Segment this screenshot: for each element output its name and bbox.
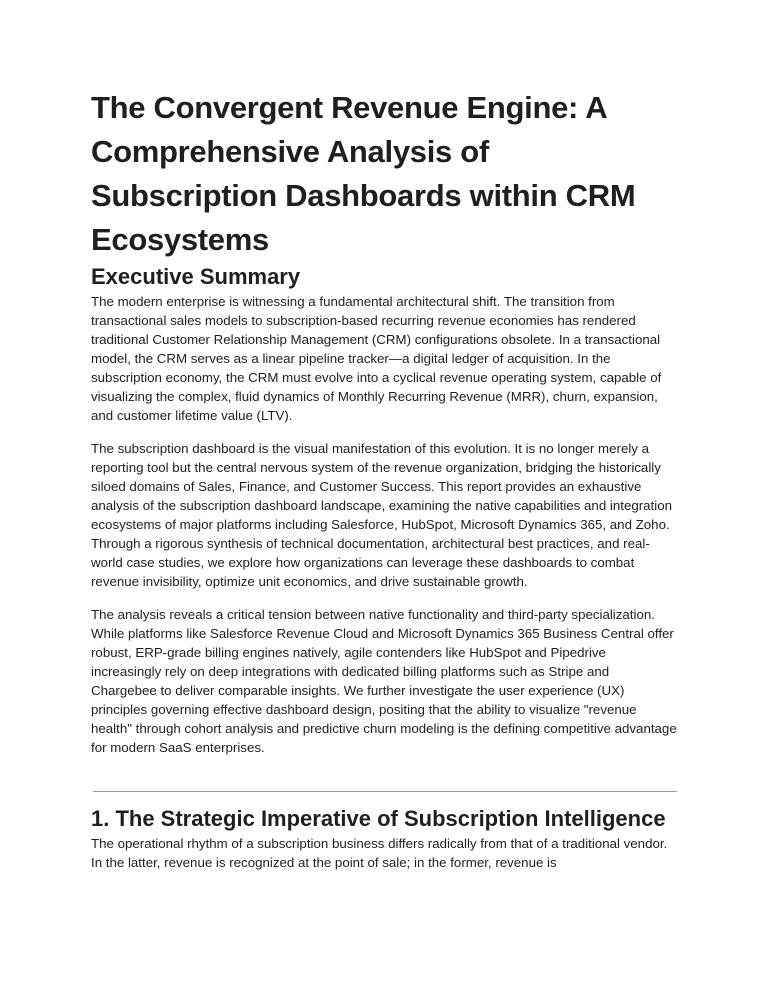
section-1-heading: 1. The Strategic Imperative of Subscription Intelligence [91,806,666,831]
executive-summary-heading: Executive Summary [91,264,301,289]
section-1-paragraph-1: The operational rhythm of a subscription business differs radically from that of a traditional vendor. In the latter, revenue is recognized at the point of sale; in the former, revenue is [91,836,668,870]
executive-summary-paragraph-2: The subscription dashboard is the visual manifestation of this evolution. It is no longer merely a reporting tool but the central nervous system of the revenue organization, bridging the historically siloed domains of Sales, Finance, and Customer Success. This report provides an exhaustive analysis of the subscription dashboard landscape, examining the native capabilities and integration ecosystems of major platforms including Salesforce, HubSpot, Microsoft Dynamics 365, and Zoho. Through a rigorous synthesis of technical documentation, architectural best practices, and real-world case studies, we explore how organizations can leverage these dashboards to combat revenue invisibility, optimize unit economics, and drive sustainable growth. [91,441,672,589]
executive-summary-paragraph-1: The modern enterprise is witnessing a fundamental architectural shift. The transition from transactional sales models to subscription-based recurring revenue economies has rendered traditional Customer Relationship Management (CRM) configurations obsolete. In a transactional model, the CRM serves as a linear pipeline tracker—a digital ledger of acquisition. In the subscription economy, the CRM must evolve into a cyclical revenue operating system, capable of visualizing the complex, fluid dynamics of Monthly Recurring Revenue (MRR), churn, expansion, and customer lifetime value (LTV). [91,294,662,423]
document-title: The Convergent Revenue Engine: A Comprehensive Analysis of Subscription Dashboards within CRM Ecosystems [91,90,636,257]
section-divider [93,791,677,792]
document-page [91,86,677,886]
executive-summary-paragraph-3: The analysis reveals a critical tension between native functionality and third-party specialization. While platforms like Salesforce Revenue Cloud and Microsoft Dynamics 365 Business Central offer robust, ERP-grade billing engines natively, agile contenders like HubSpot and Pipedrive increasingly rely on deep integrations with dedicated billing platforms such as Stripe and Chargebee to deliver comparable insights. We further investigate the user experience (UX) principles governing effective dashboard design, positing that the ability to visualize "revenue health" through cohort analysis and predictive churn modeling is the defining competitive advantage for modern SaaS enterprises. [91,607,677,755]
